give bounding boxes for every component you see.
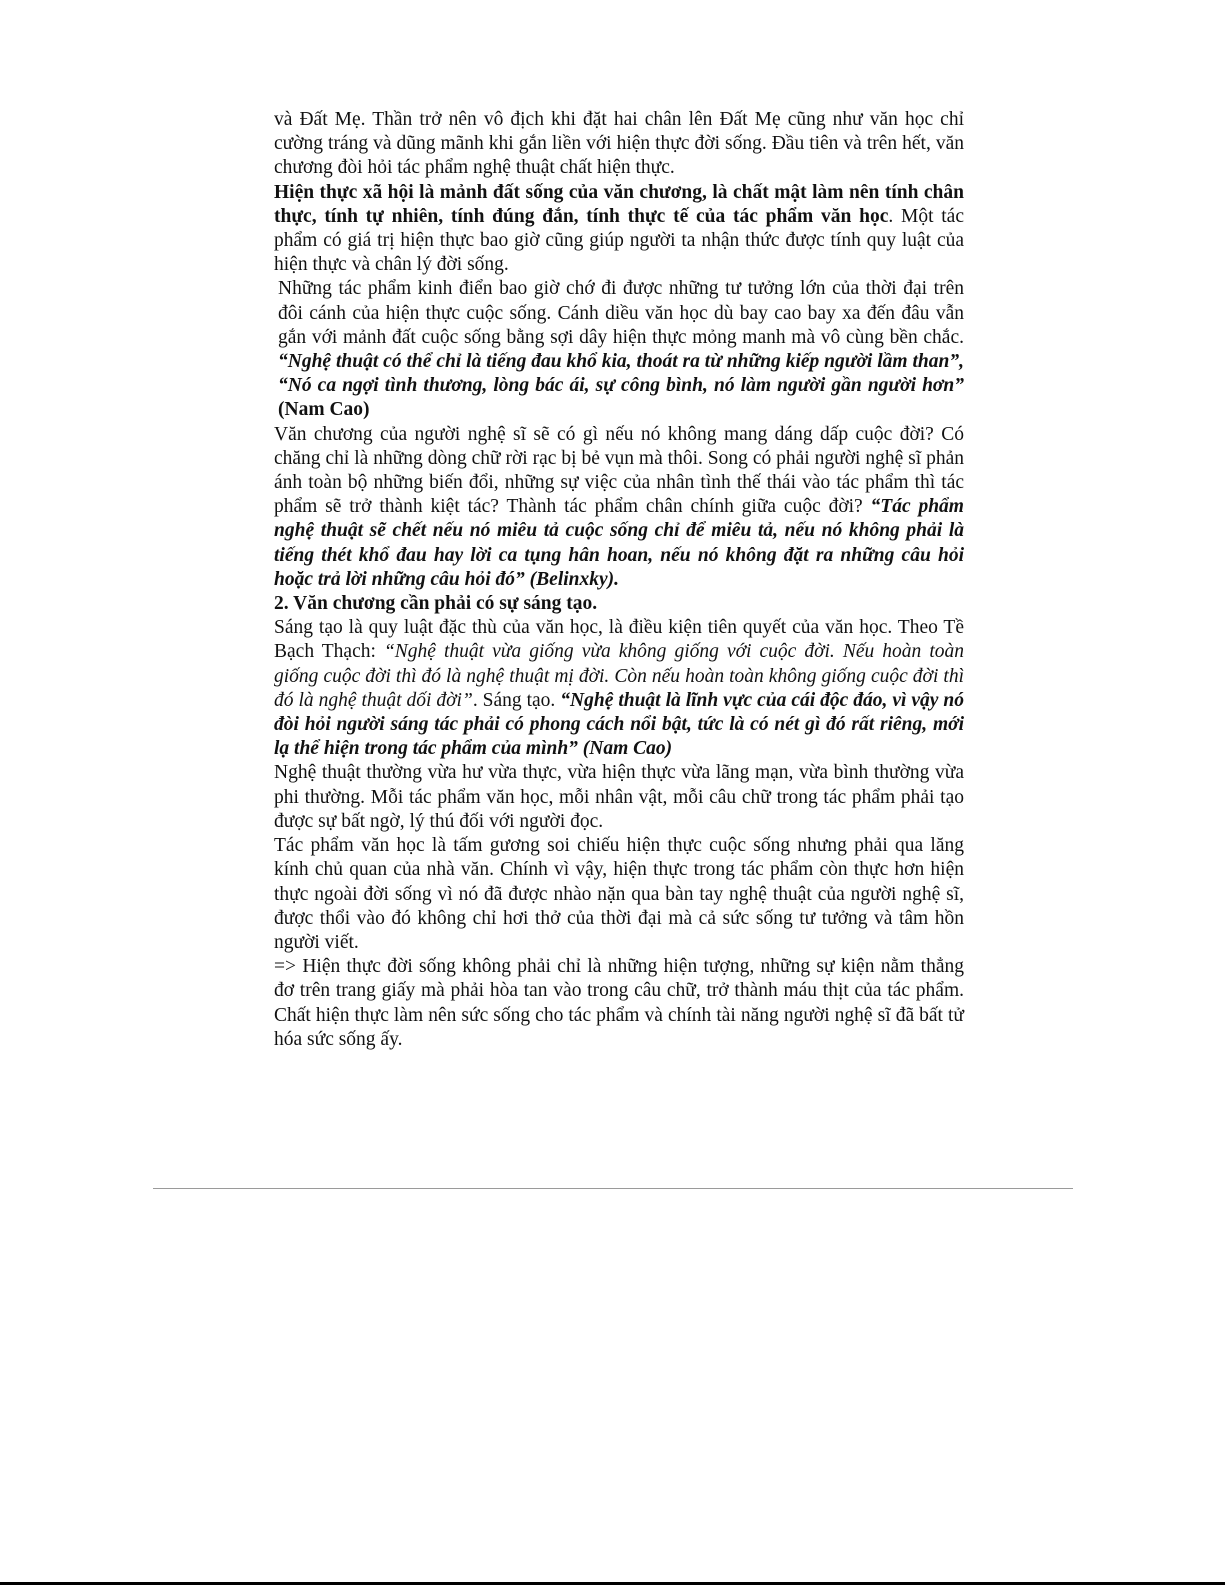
paragraph-4-quote: “Tác phẩm nghệ thuật sẽ chết nếu nó miêu tả cuộc sống chỉ để miêu tả, nếu nó không phải là tiếng thét khổ đau hay lời ca tụng hân hoan, nếu nó không đặt ra những câu hỏi hoặc trả lời những câu hỏi đó” (Belinxky). xyxy=(274,496,964,590)
paragraph-2 xyxy=(274,181,964,278)
paragraph-3-quote: “Nghệ thuật có thể chỉ là tiếng đau khổ kia, thoát ra từ những kiếp người lầm than”, “Nó ca ngợi tình thương, lòng bác ái, sự công bình, nó làm người gần người hơn” xyxy=(278,351,964,397)
section-heading-2: 2. Văn chương cần phải có sự sáng tạo. xyxy=(274,593,598,615)
paragraph-1: và Đất Mẹ. Thần trở nên vô địch khi đặt hai chân lên Đất Mẹ cũng như văn học chỉ cường tráng và dũng mãnh khi gắn liền với hiện thực đời sống. Đầu tiên và trên hết, văn chương đòi hỏi tác phẩm nghệ thuật chất hiện thực. xyxy=(274,109,964,179)
paragraph-3-text: Những tác phẩm kinh điển bao giờ chớ đi được những tư tưởng lớn của thời đại trên đôi cánh của hiện thực cuộc sống. Cánh diều văn học dù bay cao bay xa đến đâu vẫn gắn với mảnh đất cuộc sống bằng sợi dây hiện thực mỏng manh mà vô cùng bền chắc. xyxy=(278,278,964,348)
page-divider-line xyxy=(153,1188,1073,1189)
paragraph-8: => Hiện thực đời sống không phải chỉ là những hiện tượng, những sự kiện nằm thẳng đơ trên trang giấy mà phải hòa tan vào trong câu chữ, trở thành máu thịt của tác phẩm. Chất hiện thực làm nên sức sống cho tác phẩm và chính tài năng người nghệ sĩ đã bất tử hóa sức sống ấy. xyxy=(274,956,964,1050)
paragraph-7: Tác phẩm văn học là tấm gương soi chiếu hiện thực cuộc sống nhưng phải qua lăng kính chủ quan của nhà văn. Chính vì vậy, hiện thực trong tác phẩm còn thực hơn hiện thực ngoài đời sống vì nó đã được nhào nặn qua bàn tay nghệ thuật của người nghệ sĩ, được thổi vào đó không chỉ hơi thở của thời đại mà cả sức sống tư tưởng và tâm hồn người viết. xyxy=(274,835,964,953)
paragraph-4-text: Văn chương của người nghệ sĩ sẽ có gì nếu nó không mang dáng dấp cuộc đời? Có chăng chỉ là những dòng chữ rời rạc bị bẻ vụn mà thôi. Song có phải người nghệ sĩ phản ánh toàn bộ những biến đổi, những sự việc của nhân tình thế thái vào tác phẩm thì tác phẩm sẽ trở thành kiệt tác? Thành tác phẩm chân chính giữa cuộc đời? xyxy=(274,423,964,518)
paragraph-5-text: Sáng tạo là quy luật đặc thù của văn học, là điều kiện tiên quyết của văn học. Theo Tề Bạch Thạch: xyxy=(274,617,964,663)
paragraph-5-mid: . Sáng tạo. xyxy=(472,689,561,711)
paragraph-6: Nghệ thuật thường vừa hư vừa thực, vừa hiện thực vừa lãng mạn, vừa bình thường vừa phi thường. Mỗi tác phẩm văn học, mỗi nhân vật, mỗi câu chữ trong tác phẩm phải tạo được sự bất ngờ, lý thú đối với người đọc. xyxy=(274,762,964,832)
paragraph-2-rest: Một tác phẩm có giá trị hiện thực bao giờ cũng giúp người ta nhận thức được tính quy luật của hiện thực và chân lý đời sống. xyxy=(274,205,964,276)
paragraph-3 xyxy=(274,277,964,422)
document-body xyxy=(274,108,964,1052)
paragraph-2-bold: Hiện thực xã hội là mảnh đất sống của văn chương, là chất mật làm nên tính chân thực, tính tự nhiên, tính đúng đắn, tính thực tế của tác phẩm văn học xyxy=(274,181,964,227)
paragraph-3-author: (Nam Cao) xyxy=(278,399,370,421)
paragraph-5-quote: “Nghệ thuật là lĩnh vực của cái độc đáo, vì vậy nó đòi hỏi người sáng tác phải có phong cách nổi bật, tức là có nét gì đó rất riêng, mới lạ thể hiện trong tác phẩm của mình” (Nam Cao) xyxy=(274,689,964,760)
paragraph-2-dot: . xyxy=(888,205,894,227)
paragraph-5 xyxy=(274,616,964,761)
paragraph-4 xyxy=(274,423,964,592)
paragraph-5-italic-quote: “Nghệ thuật vừa giống vừa không giống với cuộc đời. Nếu hoàn toàn giống cuộc đời thì đó là nghệ thuật mị đời. Còn nếu hoàn toàn không giống cuộc đời thì đó là nghệ thuật dối đời” xyxy=(274,641,964,711)
